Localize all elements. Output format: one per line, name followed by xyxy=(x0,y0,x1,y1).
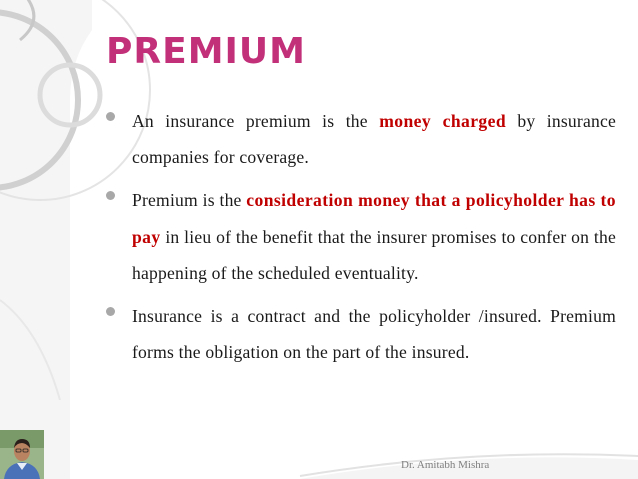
bullet-text xyxy=(132,298,616,370)
text-segment: by insurance companies for coverage. xyxy=(132,111,616,168)
bullet-dot-icon xyxy=(106,191,115,200)
bullet-item xyxy=(104,182,616,291)
text-segment: in lieu of the benefit that the insurer promises to confer on the happening of the scheduled eventuality. xyxy=(132,226,616,283)
bullet-dot-icon xyxy=(106,112,115,121)
highlight-text: money charged xyxy=(379,111,507,131)
text-segment: Premium is the xyxy=(132,190,247,211)
footer-author: Dr. Amitabh Mishra xyxy=(401,459,490,471)
bullet-item xyxy=(104,103,616,175)
decor-panel xyxy=(0,0,92,479)
bullet-item xyxy=(104,298,616,370)
highlight-text: consideration money that a policyholder has to pay xyxy=(132,190,616,247)
text-segment: Insurance is a contract and the policyholder /insured. Premium forms the obligation on the part of the insured. xyxy=(132,306,616,363)
slide-title: PREMIUM xyxy=(106,31,306,72)
bullet-list xyxy=(104,103,616,377)
bullet-text xyxy=(132,182,616,291)
text-segment: An insurance premium is the xyxy=(132,111,380,131)
author-avatar xyxy=(0,430,44,479)
bullet-dot-icon xyxy=(106,307,115,316)
bullet-text xyxy=(132,103,616,175)
